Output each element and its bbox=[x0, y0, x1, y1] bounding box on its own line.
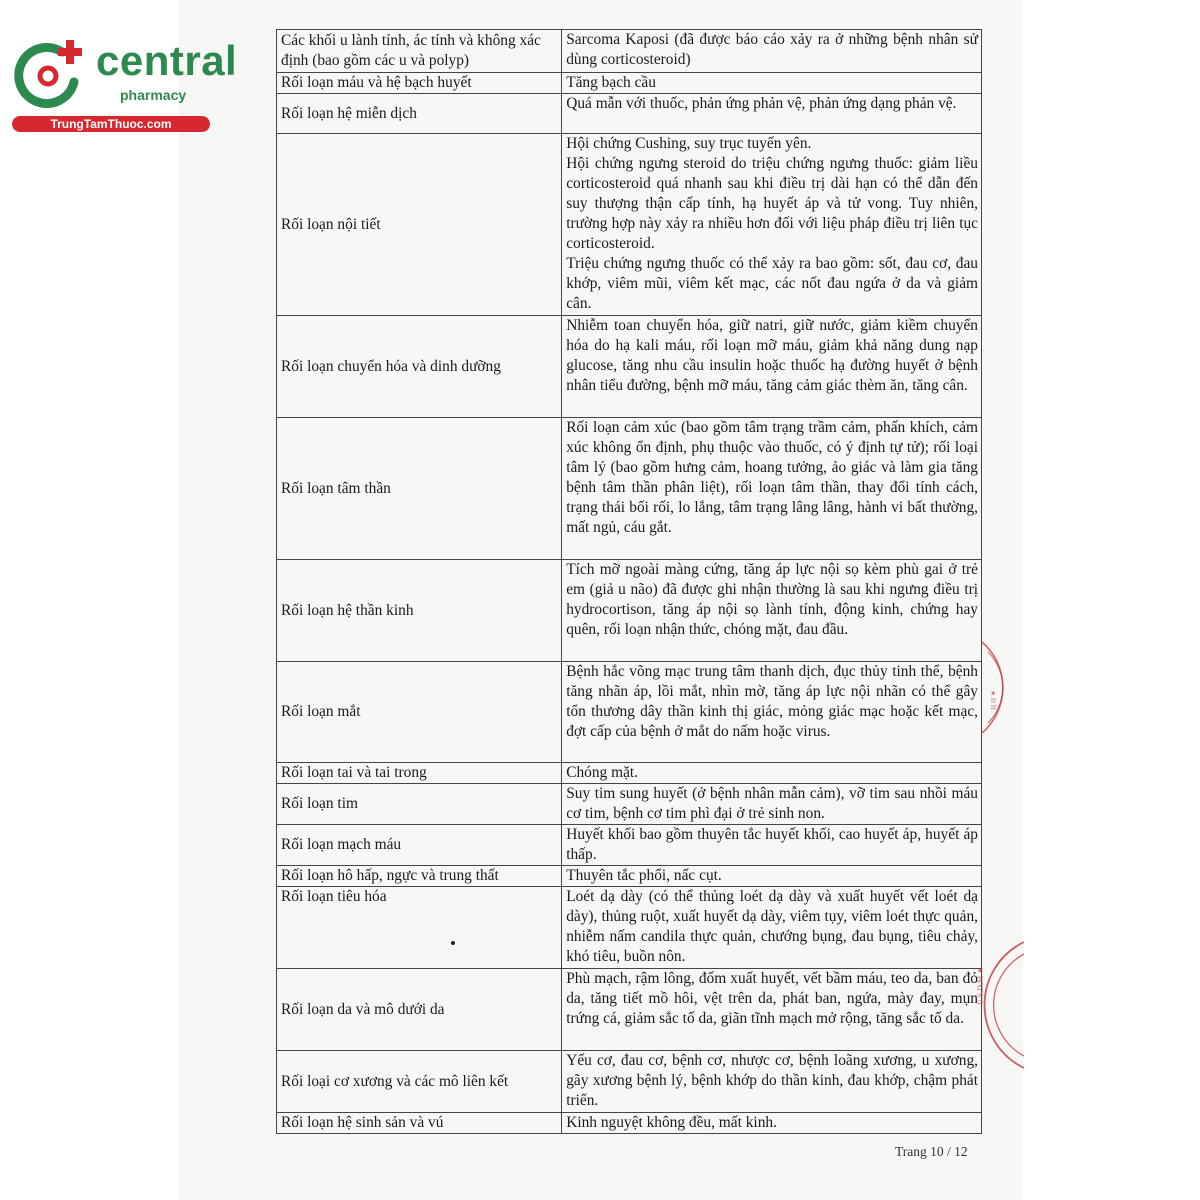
red-stamp-fragment-top bbox=[978, 640, 1002, 735]
table-row bbox=[277, 30, 982, 73]
svg-text:U.S.D.M ★: U.S.D.M ★ bbox=[976, 966, 985, 1005]
effects-cell bbox=[562, 30, 982, 73]
category-cell: Rối loạn nội tiết bbox=[277, 134, 562, 316]
effect-paragraph: Loét dạ dày (có thể thủng loét dạ dày và xuất huyết vết loét dạ dày), thủng ruột, xuất huyết dạ dày, viêm tụy, viêm loét thực quản, nhiễm nấm candila thực quản, chướng bụng, đau bụng, tiêu chảy, khó tiêu, buồn nôn. bbox=[566, 888, 978, 965]
table-row bbox=[277, 560, 982, 662]
effects-cell bbox=[562, 73, 982, 94]
svg-text:★ H H: ★ H H bbox=[989, 690, 997, 710]
logo-name: central bbox=[96, 37, 238, 84]
table-row bbox=[277, 662, 982, 763]
category-cell: Rối loạn tâm thần bbox=[277, 418, 562, 560]
category-cell: Rối loạn tim bbox=[277, 784, 562, 825]
effect-paragraph: Triệu chứng ngưng thuốc có thể xảy ra bao gồm: sốt, đau cơ, đau khớp, viêm mũi, viêm kết mạc, các nốt đau ngứa ở da và giảm cân. bbox=[566, 255, 978, 312]
effect-paragraph: Hội chứng Cushing, suy trục tuyến yên. bbox=[566, 135, 812, 152]
category-cell: Các khối u lành tính, ác tính và không xác định (bao gồm các u và polyp) bbox=[277, 30, 562, 73]
table-row bbox=[277, 1113, 982, 1134]
effects-cell bbox=[562, 560, 982, 662]
effects-cell bbox=[562, 94, 982, 134]
table-row bbox=[277, 887, 982, 969]
effect-paragraph: Bệnh hắc võng mạc trung tâm thanh dịch, đục thủy tinh thể, bệnh tăng nhãn áp, lồi mắt, nhìn mờ, tăng áp lực nội nhãn có thể gây tổn thương dây thần kinh thị giác, mỏng giác mạc hoặc kết mạc, đợt cấp của bệnh ở mắt do nấm hoặc virus. bbox=[566, 663, 978, 740]
category-cell: Rối loạn tai và tai trong bbox=[277, 763, 562, 784]
effect-paragraph: Thuyên tắc phổi, nấc cụt. bbox=[566, 867, 722, 884]
effects-cell bbox=[562, 316, 982, 418]
table-row bbox=[277, 94, 982, 134]
effect-paragraph: Huyết khối bao gồm thuyên tắc huyết khối, cao huyết áp, huyết áp thấp. bbox=[566, 826, 978, 863]
effects-cell bbox=[562, 887, 982, 969]
logo-website: TrungTamThuoc.com bbox=[12, 116, 210, 132]
effects-cell bbox=[562, 1051, 982, 1113]
table-row bbox=[277, 316, 982, 418]
table-row bbox=[277, 134, 982, 316]
effect-paragraph: Quá mẫn với thuốc, phản ứng phản vệ, phản ứng dạng phản vệ. bbox=[566, 95, 957, 112]
category-cell: Rối loạn máu và hệ bạch huyết bbox=[277, 73, 562, 94]
table-row bbox=[277, 1051, 982, 1113]
table-row bbox=[277, 418, 982, 560]
effects-cell bbox=[562, 662, 982, 763]
category-cell: Rối loạn da và mô dưới da bbox=[277, 969, 562, 1051]
table-row bbox=[277, 825, 982, 866]
effect-paragraph: Tăng bạch cầu bbox=[566, 74, 656, 91]
effect-paragraph: Rối loạn cảm xúc (bao gồm tâm trạng trầm cảm, phấn khích, cảm xúc không ổn định, phụ thuộc vào thuốc, có ý định tự tử); rối loại tâm lý (bao gồm hưng cảm, hoang tưởng, ảo giác và làm gia tăng bệnh tâm thần phân liệt), rối loạn tâm thần, thay đổi tính cách, trạng thái bối rối, lo lắng, tâm trạng lâng lâng, hành vi bất thường, mất ngủ, cáu gắt. bbox=[566, 419, 978, 536]
table-row bbox=[277, 73, 982, 94]
category-cell: Rối loạn hệ sinh sản và vú bbox=[277, 1113, 562, 1134]
category-cell: Rối loạn hệ thần kinh bbox=[277, 560, 562, 662]
page-number: Trang 10 / 12 bbox=[895, 1144, 968, 1159]
category-cell: Rối loại cơ xương và các mô liên kết bbox=[277, 1051, 562, 1113]
red-stamp-fragment-bottom bbox=[976, 940, 1026, 1070]
category-cell: Rối loạn hô hấp, ngực và trung thất bbox=[277, 866, 562, 887]
category-cell: Rối loạn hệ miễn dịch bbox=[277, 94, 562, 134]
effect-paragraph: Yếu cơ, đau cơ, bệnh cơ, nhược cơ, bệnh loãng xương, u xương, gãy xương bệnh lý, bệnh khớp do thần kinh, đau khớp, chậm phát triển. bbox=[566, 1052, 978, 1109]
effects-cell bbox=[562, 969, 982, 1051]
effects-cell bbox=[562, 1113, 982, 1134]
effect-paragraph: Tích mỡ ngoài màng cứng, tăng áp lực nội sọ kèm phù gai ở trẻ em (giả u não) đã được ghi nhận thường là sau khi ngưng điều trị hydrocortison, tăng áp nội sọ lành tính, động kinh, chứng hay quên, rối loạn nhận thức, chóng mặt, đau đầu. bbox=[566, 561, 978, 638]
category-cell: Rối loạn chuyển hóa và dinh dưỡng bbox=[277, 316, 562, 418]
effects-cell bbox=[562, 418, 982, 560]
effects-cell bbox=[562, 134, 982, 316]
effects-cell bbox=[562, 763, 982, 784]
effects-cell bbox=[562, 825, 982, 866]
effect-paragraph: Sarcoma Kaposi (đã được báo cáo xảy ra ở những bệnh nhân sử dùng corticosteroid) bbox=[566, 31, 978, 68]
category-cell: Rối loạn mạch máu bbox=[277, 825, 562, 866]
pharmacy-cross-icon bbox=[12, 38, 84, 110]
effects-cell bbox=[562, 866, 982, 887]
effect-paragraph: Chóng mặt. bbox=[566, 764, 639, 781]
category-cell: Rối loạn tiêu hóa bbox=[277, 887, 562, 969]
effects-cell bbox=[562, 784, 982, 825]
table-row bbox=[277, 763, 982, 784]
logo-subtitle: pharmacy bbox=[120, 87, 187, 103]
adverse-effects-table bbox=[276, 29, 982, 1134]
table-row bbox=[277, 866, 982, 887]
central-pharmacy-logo bbox=[10, 36, 238, 136]
table-row bbox=[277, 969, 982, 1051]
effect-paragraph: Hội chứng ngưng steroid do triệu chứng ngưng thuốc: giảm liều corticosteroid quá nhanh sau khi điều trị dài hạn có thể dẫn đến suy thượng thận cấp tính, hạ huyết áp và tử vong. Tuy nhiên, trường hợp này xảy ra nhiều hơn đối với liệu pháp điều trị liên tục corticosteroid. bbox=[566, 155, 978, 252]
scan-speck bbox=[451, 941, 455, 945]
effect-paragraph: Kinh nguyệt không đều, mất kinh. bbox=[566, 1114, 777, 1131]
effect-paragraph: Suy tim sung huyết (ở bệnh nhân mẫn cảm), vỡ tim sau nhồi máu cơ tim, bệnh cơ tim phì đại ở trẻ sinh non. bbox=[566, 785, 978, 822]
table-row bbox=[277, 784, 982, 825]
category-cell: Rối loạn mắt bbox=[277, 662, 562, 763]
effect-paragraph: Nhiễm toan chuyển hóa, giữ natri, giữ nước, giảm kiềm chuyển hóa do hạ kali máu, rối loạn mỡ máu, giảm khả năng dung nạp glucose, tăng nhu cầu insulin hoặc thuốc hạ đường huyết ở bệnh nhân tiểu đường, bệnh mỡ máu, tăng cảm giác thèm ăn, tăng cân. bbox=[566, 317, 978, 394]
effect-paragraph: Phù mạch, rậm lông, đốm xuất huyết, vết bầm máu, teo da, ban đỏ da, tăng tiết mồ hôi, vệt trên da, phát ban, ngứa, mày đay, mụn trứng cá, giảm sắc tố da, giãn tĩnh mạch mở rộng, tăng sắc tố da. bbox=[566, 970, 978, 1027]
